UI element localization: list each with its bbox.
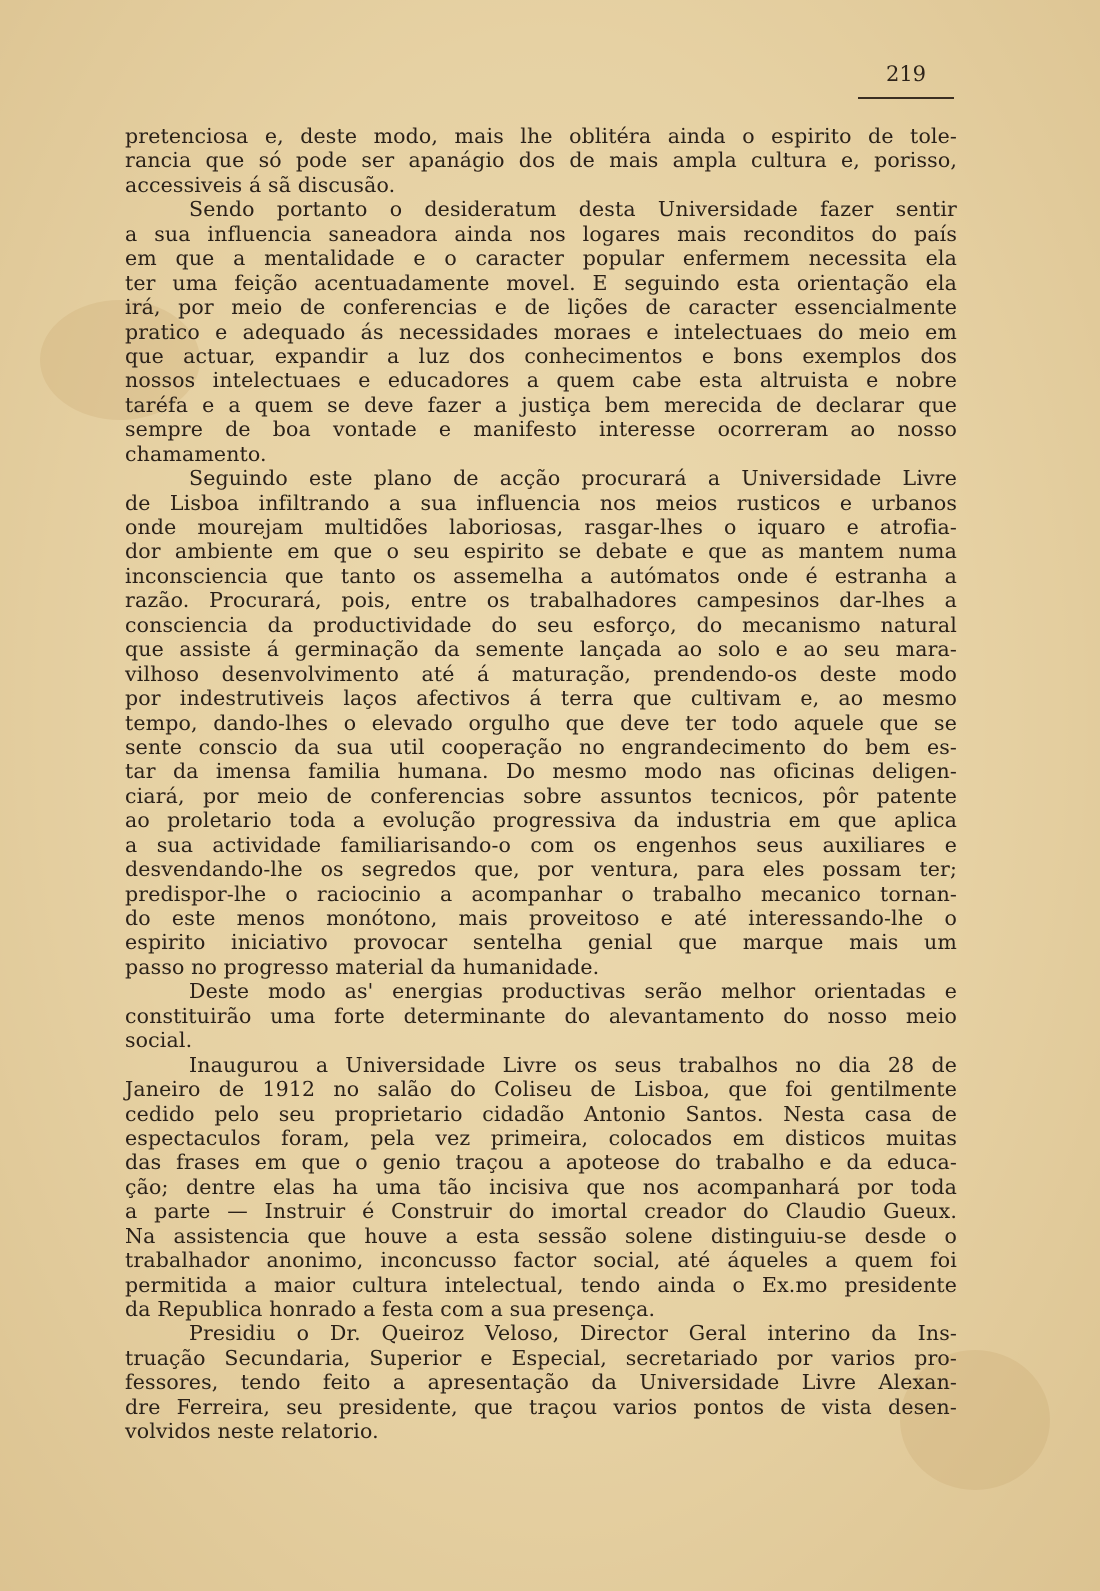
text-line: dre Ferreira, seu presidente, que traçou varios pontos de vista desen- [125, 1394, 957, 1419]
text-line: ção; dentre elas ha uma tão incisiva que nos acompanhará por toda [125, 1174, 957, 1199]
paragraph [125, 979, 957, 1052]
text-line: onde mourejam multidões laboriosas, rasgar-lhes o iquaro e atrofia- [125, 515, 957, 539]
text-line: passo no progresso material da humanidade. [125, 954, 600, 979]
text-line: cedido pelo seu proprietario cidadão Antonio Santos. Nesta casa de [125, 1101, 957, 1126]
text-line: Deste modo as' energias productivas serão melhor orientadas e [189, 979, 957, 1004]
text-line: desvendando-lhe os segredos que, por ventura, para eles possam ter; [125, 857, 957, 882]
text-line: rancia que só pode ser apanágio dos de mais ampla cultura e, porisso, [125, 148, 957, 173]
text-line: Inaugurou a Universidade Livre os seus trabalhos no dia 28 de [189, 1052, 957, 1077]
text-line: trabalhador anonimo, inconcusso factor social, até áqueles a quem foi [125, 1248, 957, 1273]
text-line: pratico e adequado ás necessidades moraes e intelectuaes do meio em [125, 319, 957, 344]
page-number-rule [858, 97, 954, 99]
page-number: 219 [885, 62, 927, 86]
text-line: volvidos neste relatorio. [125, 1419, 379, 1444]
text-line: tar da imensa familia humana. Do mesmo modo nas oficinas deligen- [125, 759, 957, 784]
text-line: das frases em que o genio traçou a apoteose do trabalho e da educa- [125, 1150, 957, 1175]
text-line: taréfa e a quem se deve fazer a justiça bem merecida de declarar que [125, 392, 957, 417]
text-line: vilhoso desenvolvimento até á maturação, prendendo-os deste modo [125, 661, 957, 686]
text-line: Na assistencia que houve a esta sessão solene distinguiu-se desde o [125, 1223, 957, 1248]
text-line: do este menos monótono, mais proveitoso e até interessando-lhe o [125, 906, 957, 930]
text-line: sente conscio da sua util cooperação no engrandecimento do bem es- [125, 734, 957, 759]
text-line: pretenciosa e, deste modo, mais lhe oblitéra ainda o espirito de tole- [125, 124, 957, 148]
text-line: sempre de boa vontade e manifesto interesse ocorreram ao nosso [125, 417, 957, 442]
text-line: irá, por meio de conferencias e de lições de caracter essencialmente [125, 295, 957, 320]
text-line: que actuar, expandir a luz dos conhecimentos e bons exemplos dos [125, 343, 957, 368]
text-line: permitida a maior cultura intelectual, tendo ainda o Ex.mo presidente [125, 1272, 957, 1297]
text-line: Janeiro de 1912 no salão do Coliseu de Lisboa, que foi gentilmente [125, 1077, 957, 1102]
text-line: constituirão uma forte determinante do alevantamento do nosso meio [125, 1003, 957, 1028]
text-line: chamamento. [125, 441, 267, 466]
text-line: a sua influencia saneadora ainda nos logares mais reconditos do país [125, 221, 957, 246]
text-line: que assiste á germinação da semente lançada ao solo e ao seu mara- [125, 637, 957, 662]
text-line: ao proletario toda a evolução progressiva da industria em que aplica [125, 808, 957, 833]
text-line: dor ambiente em que o seu espirito se debate e que as mantem numa [125, 539, 957, 564]
text-line: accessiveis á sã discusão. [125, 172, 396, 197]
text-line: por indestrutiveis laços afectivos á terra que cultivam e, ao mesmo [125, 686, 957, 711]
text-line: predispor-lhe o raciocinio a acompanhar o trabalho mecanico tornan- [125, 881, 957, 906]
body-text [125, 124, 957, 1444]
text-line: inconsciencia que tanto os assemelha a autómatos onde é estranha a [125, 563, 957, 588]
text-line: tempo, dando-lhes o elevado orgulho que deve ter todo aquele que se [125, 710, 957, 735]
text-line: fessores, tendo feito a apresentação da Universidade Livre Alexan- [125, 1370, 957, 1395]
text-line: social. [125, 1028, 193, 1053]
text-line: a sua actividade familiarisando-o com os engenhos seus auxiliares e [125, 832, 957, 857]
text-line: a parte — Instruir é Construir do imortal creador do Claudio Gueux. [125, 1199, 957, 1224]
paragraph [125, 1053, 957, 1322]
text-line: truação Secundaria, Superior e Especial, secretariado por varios pro- [125, 1345, 957, 1370]
text-line: Seguindo este plano de acção procurará a Universidade Livre [189, 466, 957, 491]
text-line: Sendo portanto o desideratum desta Universidade fazer sentir [189, 197, 957, 222]
text-line: de Lisboa infiltrando a sua influencia nos meios rusticos e urbanos [125, 490, 957, 515]
text-line: ciará, por meio de conferencias sobre assuntos tecnicos, pôr patente [125, 783, 957, 808]
text-line: ter uma feição acentuadamente movel. E seguindo esta orientação ela [125, 270, 957, 295]
text-line: razão. Procurará, pois, entre os trabalhadores campesinos dar-lhes a [125, 588, 957, 613]
text-line: em que a mentalidade e o caracter popular enfermem necessita ela [125, 246, 957, 271]
paragraph [125, 466, 957, 979]
text-line: consciencia da productividade do seu esforço, do mecanismo natural [125, 612, 957, 637]
text-line: nossos intelectuaes e educadores a quem cabe esta altruista e nobre [125, 368, 957, 393]
text-line: da Republica honrado a festa com a sua presença. [125, 1297, 656, 1321]
paragraph [125, 197, 957, 466]
paragraph [125, 124, 957, 197]
text-line: espectaculos foram, pela vez primeira, colocados em disticos muitas [125, 1125, 957, 1150]
text-line: espirito iniciativo provocar sentelha genial que marque mais um [125, 930, 957, 955]
text-line: Presidiu o Dr. Queiroz Veloso, Director Geral interino da Ins- [189, 1321, 957, 1346]
paragraph [125, 1321, 957, 1443]
